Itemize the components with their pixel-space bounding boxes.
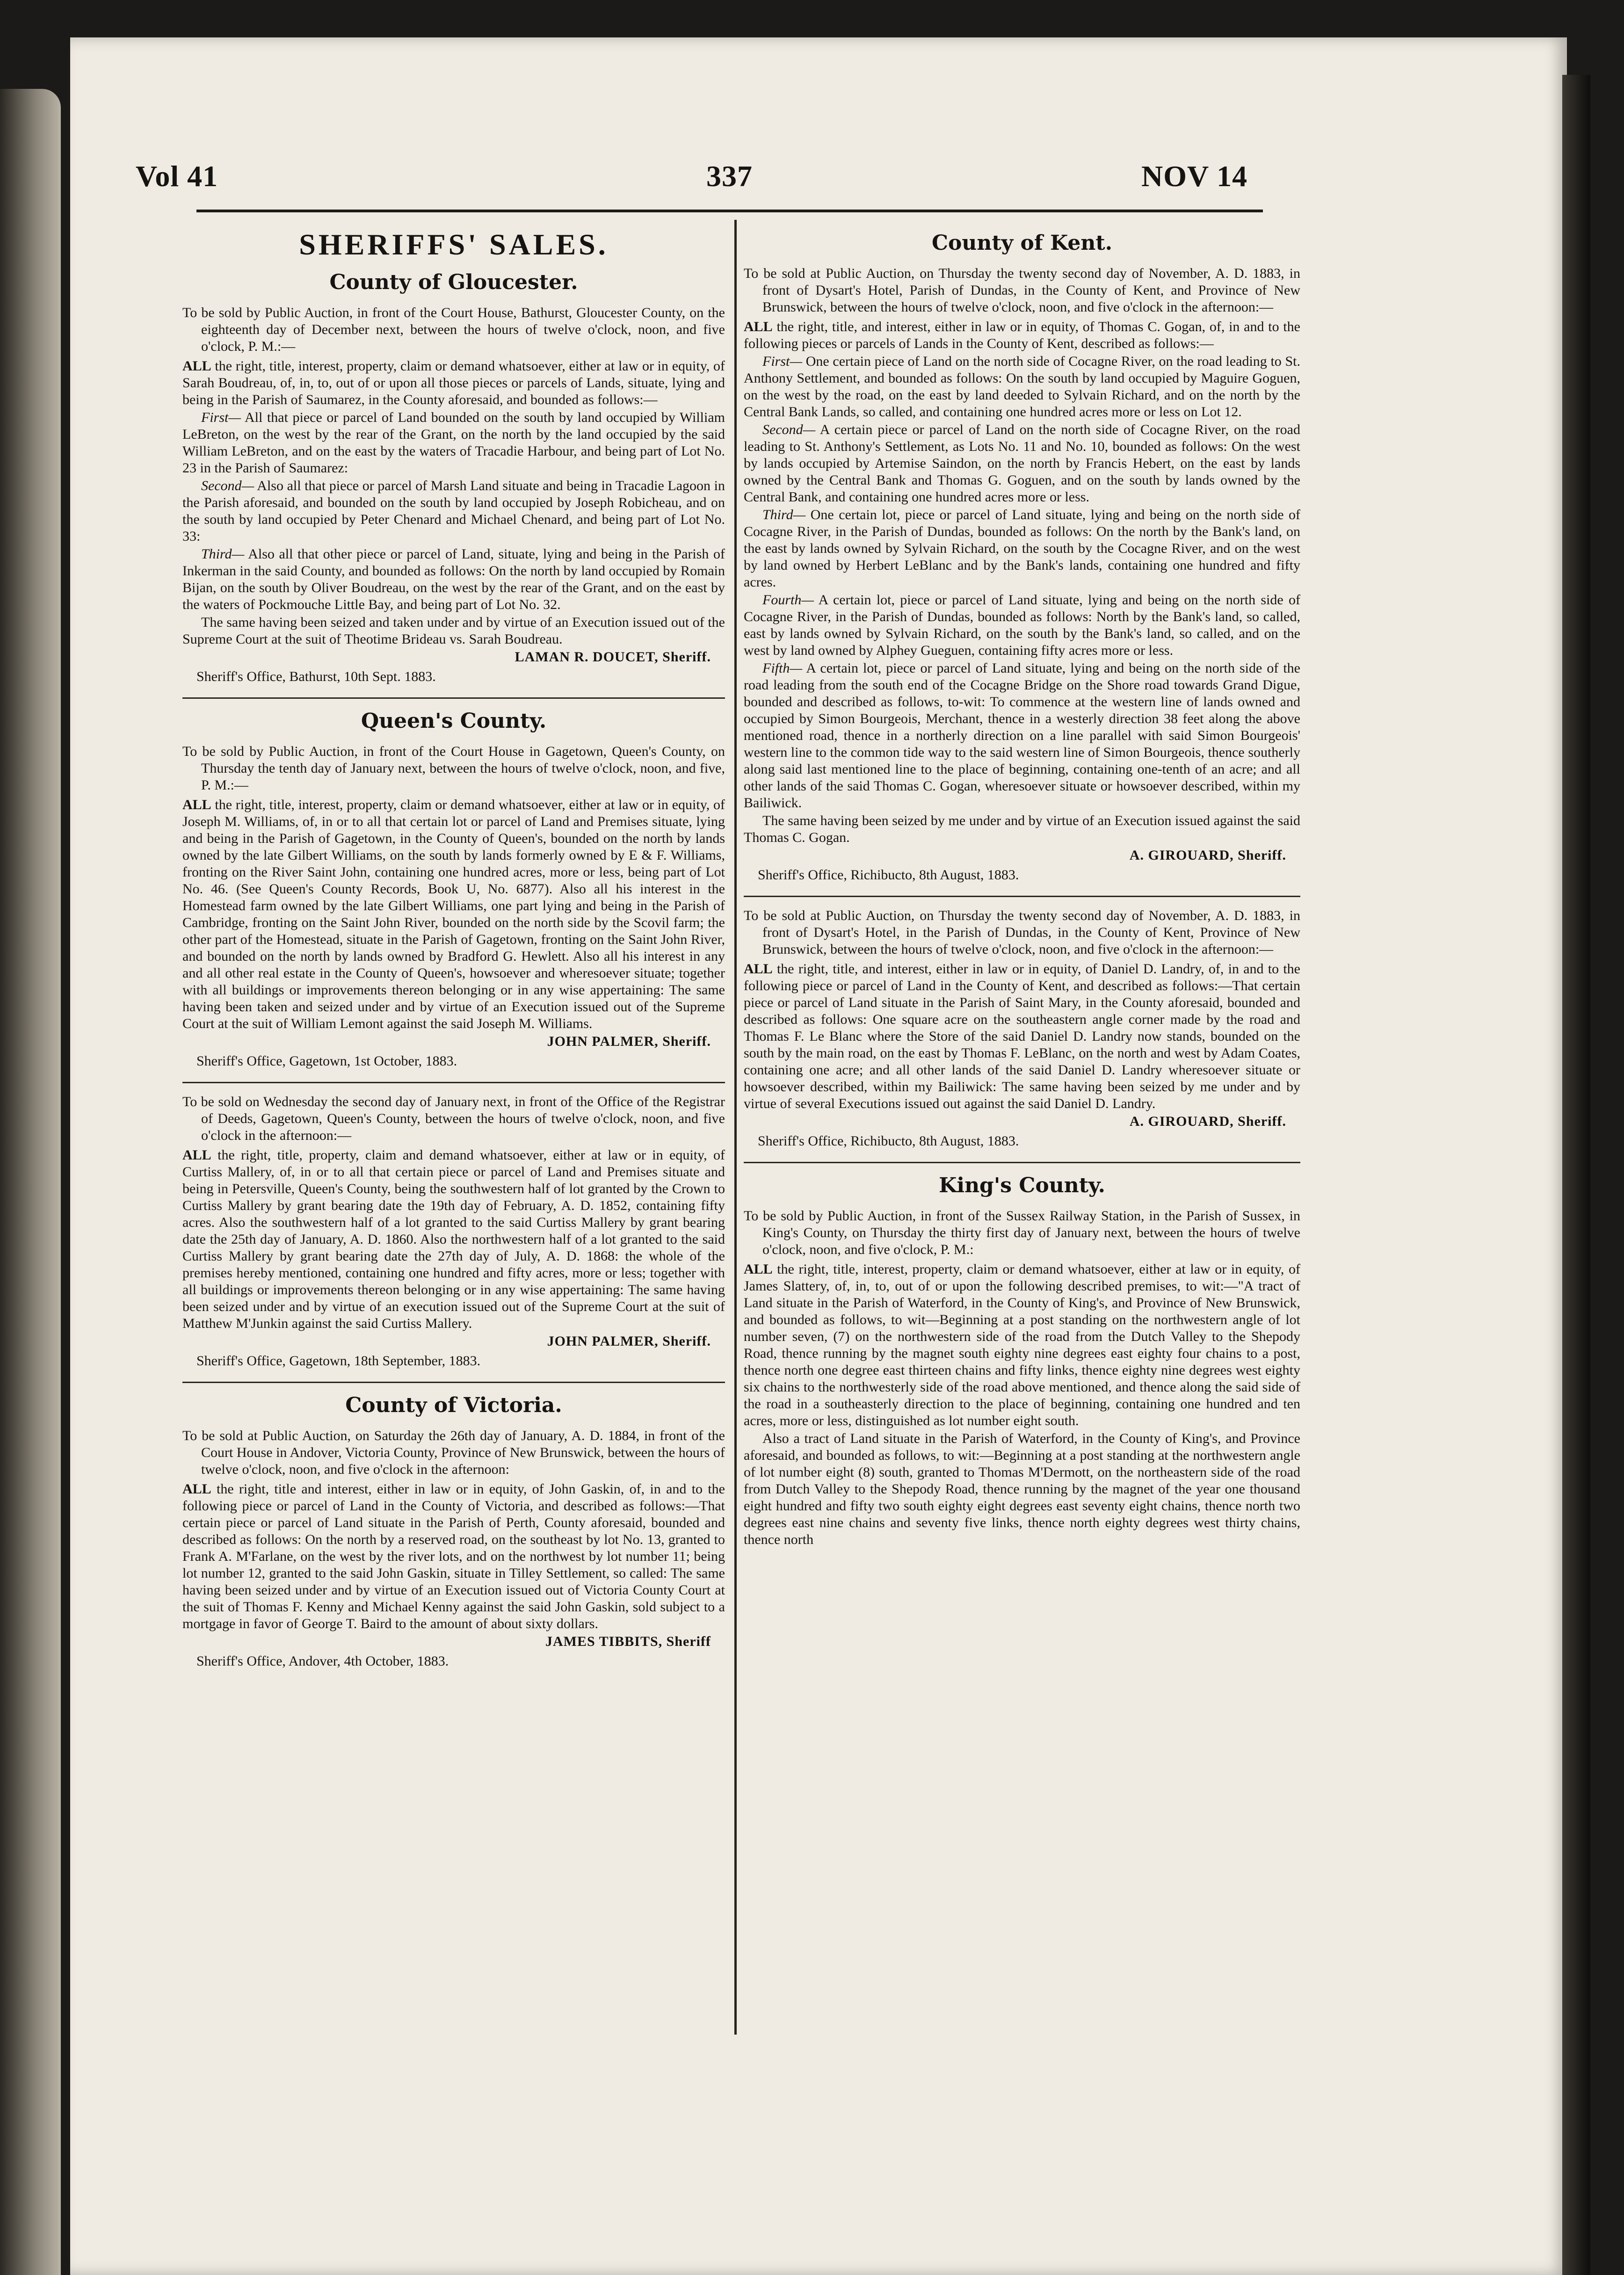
paragraph-lead: ALL (182, 1481, 211, 1497)
sheriff-notice (182, 1094, 725, 1369)
county-heading: Queen's County. (361, 709, 547, 733)
notice-paragraph (744, 660, 1300, 811)
sheriff-notice (182, 1393, 725, 1670)
paragraph-lead: ALL (182, 1147, 211, 1163)
notice-separator (744, 1162, 1300, 1163)
page-binding-edge (1562, 75, 1590, 2275)
paragraph-text: the right, title, interest, property, claim or demand whatsoever, either at law or in equity, of Sarah Boudreau, of, in, to, out of or upon all those pieces or parcels of Lands, situate, lying and being in the Parish of Saumarez, in the County aforesaid, and bounded as follows:— (182, 358, 725, 407)
notice-paragraph (744, 507, 1300, 591)
header-rule (196, 210, 1263, 212)
paragraph-lead: ALL (182, 797, 211, 812)
auction-intro: To be sold on Wednesday the second day of January next, in front of the Office of the Registrar of Deeds, Gagetown, Queen's County, between the hours of twelve o'clock, noon, and five o'clock in the afternoon:— (182, 1094, 725, 1143)
sheriff-signature: JAMES TIBBITS, Sheriff (545, 1634, 711, 1649)
left-column (182, 225, 725, 1670)
notice-body (182, 358, 725, 648)
paragraph-text: Also all that piece or parcel of Marsh Land situate and being in Tracadie Lagoon in the Parish aforesaid, and bounded on the south by land occupied by Joseph Robicheau, and on the south by land occupied by Peter Chenard and Michael Chenard, and being part of Lot No. 33: (182, 478, 725, 544)
notice-paragraph (182, 614, 725, 648)
notice-paragraph (744, 1430, 1300, 1548)
notice-list (744, 231, 1300, 1548)
paragraph-text: the right, title, property, claim and demand whatsoever, either at law or in equity, of Curtiss Mallery, of, in or to all that certain piece or parcel of Land and Premises situate and being in Petersville, Queen's County, being the southwestern half of lot granted by the Crown to Curtiss Mallery by grant bearing date the 19th day of February, A. D. 1852, containing fifty acres. Also the southwestern half of a lot granted to the said Curtiss Mallery by grant bearing date the 25th day of January, A. D. 1860. Also the northwestern half of a lot granted to the said Curtiss Mallery by grant bearing date the 27th day of July, A. D. 1868: the whole of the premises hereby mentioned, containing one hundred and fifty acres, more or less; together with all buildings or improvements thereon belonging or in any wise appertaining: The same having been seized under and by virtue of an execution issued out of the Supreme Court at the suit of Matthew M'Junkin against the said Curtiss Mallery. (182, 1147, 725, 1331)
paragraph-lead: Third— (201, 546, 245, 562)
sheriff-signature: A. GIROUARD, Sheriff. (1129, 848, 1286, 863)
notice-separator (182, 1382, 725, 1383)
paragraph-text: the right, title, interest, property, claim or demand whatsoever, either at law or in equity, of Joseph M. Williams, of, in or to all that certain lot or parcel of Land and Premises situate, lying and being in the Parish of Gagetown, in the County of Queen's, bounded on the north by lands owned by the late Gilbert Williams, on the south by lands formerly owned by E & F. Williams, fronting on the River Saint John, containing one hundred acres, more or less, being part of Lot No. 46. (See Queen's County Records, Book U, No. 6877). Also all his interest in the Homestead farm owned by the late Gilbert Williams, one part lying and being in the Parish of Cambridge, fronting on the Saint John River, bounded on the north side by the Scovil farm; the other part of the Homestead, situate in the Parish of Gagetown, fronting on the Saint John River, and bounded on the north by lands owned by Bradford G. Hewlett. Also all his interest in any and all other real estate in the County of Queen's, howsoever and wheresoever situate; together with all buildings or improvements thereon belonging or in any wise appertaining: The same having been taken and seized under and by virtue of an Execution issued out of the Supreme Court at the suit of William Lemont against the said Joseph M. Williams. (182, 797, 725, 1031)
notice-paragraph (744, 961, 1300, 1112)
notice-body (744, 319, 1300, 846)
sheriff-signature: A. GIROUARD, Sheriff. (1129, 1114, 1286, 1129)
notice-paragraph (744, 353, 1300, 420)
notice-paragraph (744, 1261, 1300, 1429)
paragraph-lead: Third— (762, 507, 806, 522)
auction-intro: To be sold by Public Auction, in front of the Court House in Gagetown, Queen's County, on Thursday the tenth day of January next, between the hours of twelve o'clock, noon, and five, P. M.:— (182, 744, 725, 793)
paragraph-lead: Second— (201, 478, 254, 493)
volume-label: Vol 41 (136, 159, 218, 193)
notice-paragraph (182, 478, 725, 545)
sheriff-notice (744, 1174, 1300, 1548)
paragraph-text: A certain lot, piece or parcel of Land situate, lying and being on the north side of Cocagne River, in the Parish of Dundas, bounded as follows: North by the Bank's land, so called, east by lands owned by Sylvain Richard, on the south by the Bank's land, so called, and on the west by land owned by Alphey Gueguen, containing fifty acres more or less. (744, 592, 1300, 658)
county-heading: King's County. (939, 1174, 1105, 1197)
notice-paragraph (182, 546, 725, 613)
paragraph-text: the right, title, interest, property, claim or demand whatsoever, either at law or in equity, of James Slattery, of, in, to, out of or upon the following described premises, to wit:—"A tract of Land situate in the Parish of Waterford, in the County of King's, and Province of New Brunswick, and bounded as follows, to wit—Beginning at a post standing on the northwestern angle of lot number seven, (7) on the northwestern side of the road from the Dutch Valley to the Shepody Road, thence running by the magnet south eighty nine degrees east eighty four chains to a post, thence north one degree east thirteen chains and fifty links, thence eighty nine degrees west eighty six chains to the northwesterly side of the road above mentioned, and thence along the said side of the road in a southeasterly direction to the place of beginning, containing one hundred and ten acres, more or less, distinguished as lot number eight south. (744, 1261, 1300, 1428)
office-dateline: Sheriff's Office, Gagetown, 1st October, 1883. (196, 1053, 457, 1069)
issue-date: NOV 14 (1141, 159, 1248, 193)
auction-intro: To be sold by Public Auction, in front of the Sussex Railway Station, in the Parish of Sussex, in King's County, on Thursday the thirty first day of January next, between the hours of twelve o'clock, noon, and five o'clock, P. M.: (744, 1208, 1300, 1257)
notice-paragraph (182, 797, 725, 1032)
sheriff-notice (744, 907, 1300, 1150)
paragraph-text: the right, title, and interest, either in law or in equity, of Daniel D. Landry, of, in and to the following piece or parcel of Land in the County of Kent, and described as follows:—That certain piece or parcel of Land situate in the Parish of Saint Mary, in the County aforesaid, bounded and described as follows: One square acre on the southeastern angle corner made by the road and Thomas F. Le Blanc where the Store of the said Daniel D. Landry now stands, bounded on the south by the main road, on the east by Thomas F. LeBlanc, on the north and west by Adam Coates, containing one acre; and all other lands of the said Daniel D. Landry wheresoever situate or howsoever described, within my Bailiwick: The same having been seized by me under and by virtue of several Executions issued out against the said Daniel D. Landry. (744, 961, 1300, 1111)
sheriff-notice (744, 231, 1300, 884)
paragraph-lead: ALL (744, 319, 773, 334)
auction-intro: To be sold by Public Auction, in front of the Court House, Bathurst, Gloucester County, on the eighteenth day of December next, between the hours of twelve o'clock, noon, and five o'clock, P. M.:— (182, 305, 725, 354)
notice-paragraph (744, 421, 1300, 506)
section-masthead: SHERIFFS' SALES. (299, 228, 609, 261)
page-number: 337 (706, 159, 753, 193)
paragraph-text: the right, title and interest, either in law or in equity, of John Gaskin, of, in and to the following piece or parcel of Land in the County of Victoria, and described as follows:—That certain piece or parcel of Land situate in the Parish of Perth, County aforesaid, bounded and described as follows: On the north by a reserved road, on the southeast by lot No. 13, granted to Frank A. M'Farlane, on the west by the river lots, and on the northwest by lot number 11; being lot number 12, granted to the said John Gaskin, situate in Tilley Settlement, so called: The same having been seized under and by virtue of an Execution issued out of Victoria County Court at the suit of Thomas F. Kenny and Michael Kenny against the said John Gaskin, sold subject to a mortgage in favor of George T. Baird to the amount of about sixty dollars. (182, 1481, 725, 1631)
paragraph-text: A certain piece or parcel of Land on the north side of Cocagne River, on the road leading to St. Anthony's Settlement, as Lots No. 11 and No. 10, bounded as follows: On the west by lands occupied by Artemise Saindon, on the north by Francis Hebert, on the east by lands owned by the Central Bank and Thomas G. Goguen, and on the south by lands owned by the Central Bank, and containing one hundred acres more or less. (744, 422, 1300, 505)
paragraph-lead: First— (762, 354, 803, 369)
notice-paragraph (182, 409, 725, 477)
county-heading: County of Kent. (931, 231, 1113, 255)
paragraph-lead: ALL (744, 1261, 773, 1277)
paragraph-lead: Fourth— (762, 592, 814, 608)
paragraph-text: All that piece or parcel of Land bounded on the south by land occupied by William LeBreton, on the west by the rear of the Grant, on the north by the land occupied by the said William LeBreton, and on the east by the waters of Tracadie Harbour, and being part of Lot No. 23 in the Parish of Saumarez: (182, 410, 725, 476)
office-dateline: Sheriff's Office, Bathurst, 10th Sept. 1883. (196, 669, 436, 684)
office-dateline: Sheriff's Office, Andover, 4th October, 1883. (196, 1653, 449, 1669)
county-heading: County of Victoria. (345, 1393, 562, 1417)
adjacent-page-edge (0, 89, 61, 2275)
notice-body (744, 1261, 1300, 1548)
sheriff-signature: JOHN PALMER, Sheriff. (547, 1034, 711, 1049)
notice-body (182, 797, 725, 1032)
office-dateline: Sheriff's Office, Richibucto, 8th August, 1883. (758, 1133, 1019, 1149)
notice-paragraph (182, 1147, 725, 1332)
paragraph-lead: Fifth— (762, 660, 803, 676)
sheriff-notice (182, 709, 725, 1070)
paragraph-text: the right, title, and interest, either in law or in equity, of Thomas C. Gogan, of, in and to the following pieces or parcels of Lands in the County of Kent, described as follows:— (744, 319, 1300, 351)
paragraph-text: A certain lot, piece or parcel of Land situate, lying and being on the north side of the road leading from the south end of the Cocagne Bridge on the Shore road towards Grand Digue, bounded and described as follows, to-wit: To commence at the western line of lands owned and occupied by Simon Bourgeois, Merchant, thence in a westerly direction 38 feet along the above mentioned road, thence in a northerly direction on a line parallel with said Simon Bourgeois' western line to the common tide way to the said western line of Simon Bourgeois, thence southerly along said last mentioned line to the place of beginning, containing one-tenth of an acre; and all other lands of the said Thomas C. Gogan, wheresoever situate or howsoever described, within my Bailiwick. (744, 660, 1300, 811)
notice-paragraph (744, 592, 1300, 659)
auction-intro: To be sold at Public Auction, on Saturday the 26th day of January, A. D. 1884, in front of the Court House in Andover, Victoria County, Province of New Brunswick, between the hours of twelve o'clock, noon, and five o'clock in the afternoon: (182, 1428, 725, 1477)
notice-separator (744, 896, 1300, 897)
notice-separator (182, 697, 725, 699)
paragraph-lead: Second— (762, 422, 816, 437)
notice-list (182, 270, 725, 1670)
sheriff-signature: JOHN PALMER, Sheriff. (547, 1333, 711, 1349)
sheriff-notice (182, 270, 725, 685)
office-dateline: Sheriff's Office, Richibucto, 8th August, 1883. (758, 867, 1019, 883)
paragraph-text: One certain lot, piece or parcel of Land situate, lying and being on the north side of Cocagne River, in the Parish of Dundas, bounded as follows: On the north by the Bank's land, on the east by lands owned by Sylvain Richard, on the south by the Cocagne River, and on the west by land owned by Herbert LeBlanc and by the Bank's lands, containing one hundred and fifty acres. (744, 507, 1301, 590)
notice-paragraph (182, 358, 725, 408)
right-column (744, 225, 1300, 1549)
notice-body (182, 1481, 725, 1632)
sheriff-signature: LAMAN R. DOUCET, Sheriff. (515, 649, 711, 665)
paragraph-text: One certain piece of Land on the north side of Cocagne River, on the road leading to St. Anthony Settlement, and bounded as follows: On the south by land occupied by Maguire Goguen, on the west by the road, on the east by land deeded to Sylvain Richard, and on the north by the Central Bank Lands, so called, and containing one hundred acres more or less on Lot 12. (744, 354, 1301, 420)
county-heading: County of Gloucester. (329, 270, 578, 294)
paragraph-text: Also a tract of Land situate in the Parish of Waterford, in the County of King's, and Province aforesaid, and bounded as follows, to wit:—Beginning at a post standing at the northwestern angle of lot number eight (8) south, granted to Thomas M'Dermott, on the northeastern side of the road from Dutch Valley to the Shepody Road, thence running by the magnet of the year one thousand eight hundred and fifty two south eighty eight degrees east seventy eight chains, thence north two degrees east nine chains and seventy five links, thence north eighty degrees west thirty chains, thence north (744, 1431, 1300, 1547)
notice-paragraph (182, 1481, 725, 1632)
paragraph-text: The same having been seized by me under and by virtue of an Execution issued against the said Thomas C. Gogan. (744, 813, 1300, 845)
paragraph-text: Also all that other piece or parcel of Land, situate, lying and being in the Parish of Inkerman in the said County, and bounded as follows: On the north by land occupied by Romain Bijan, on the south by Oliver Boudreau, on the west by the rear of the Grant, and on the east by the waters of Pockmouche Little Bay, and being part of Lot No. 32. (182, 546, 725, 612)
notice-body (182, 1147, 725, 1332)
notice-paragraph (744, 812, 1300, 846)
auction-intro: To be sold at Public Auction, on Thursday the twenty second day of November, A. D. 1883, in front of Dysart's Hotel, Parish of Dundas, in the County of Kent, and Province of New Brunswick, between the hours of twelve o'clock, noon, and five o'clock in the afternoon:— (744, 266, 1300, 315)
paragraph-lead: First— (201, 410, 241, 425)
notice-body (744, 961, 1300, 1112)
paragraph-text: The same having been seized and taken under and by virtue of an Execution issued out of the Supreme Court at the suit of Theotime Brideau vs. Sarah Boudreau. (182, 615, 725, 647)
auction-intro: To be sold at Public Auction, on Thursday the twenty second day of November, A. D. 1883, in front of Dysart's Hotel, in the Parish of Dundas, in the County of Kent, Province of New Brunswick, between the hours of twelve o'clock, noon, and five o'clock in the afternoon:— (744, 908, 1300, 957)
column-divider (734, 220, 737, 2035)
notice-separator (182, 1082, 725, 1083)
paragraph-lead: ALL (182, 358, 211, 374)
office-dateline: Sheriff's Office, Gagetown, 18th September, 1883. (196, 1353, 481, 1369)
notice-paragraph (744, 319, 1300, 352)
paragraph-lead: ALL (744, 961, 773, 977)
